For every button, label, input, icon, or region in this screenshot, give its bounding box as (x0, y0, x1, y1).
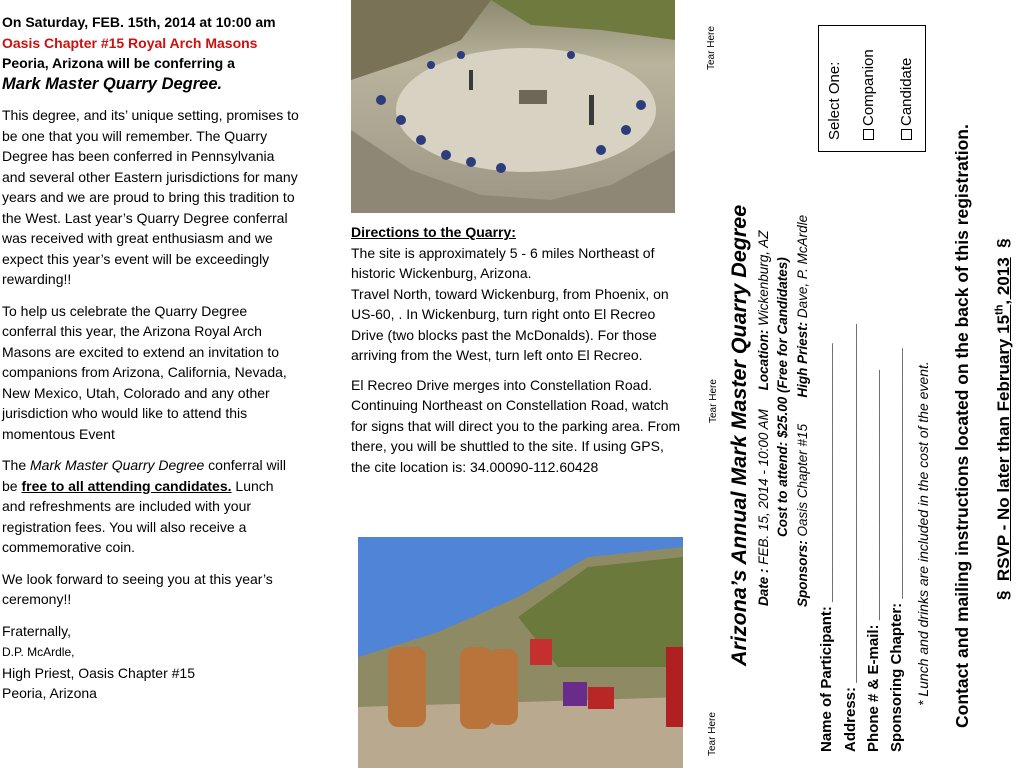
sponsors-line: Sponsors: Oasis Chapter #15 High Priest: Dave, P. McArdle (795, 214, 810, 607)
paragraph-2: To help us celebrate the Quarry Degree conferral this year, the Arizona Royal Arch Masons are excited to extend an invitation to companions from Arizona, California, Nevada, New Mexico, Utah, Colorado and any other jurisdiction who would like to attend this momentous Event (2, 302, 287, 442)
participant-field[interactable]: Name of Participant: _______________________________ (818, 343, 835, 752)
invitation-letter (2, 12, 300, 715)
address-field[interactable]: Address: ___________________________________________ (842, 324, 859, 752)
rsvp-deadline: § RSVP - No later than February 15th, 2013 § (993, 238, 1013, 600)
degree-title: Mark Master Quarry Degree. (2, 74, 223, 93)
tear-here-label-middle: Tear Here (708, 379, 719, 423)
date-location-line: Date : FEB. 15, 2014 - 10:00 AM Location: Wickenburg, AZ (756, 230, 771, 606)
select-one-title: Select One: (826, 61, 843, 140)
directions-p1: The site is approximately 5 - 6 miles Northeast of historic Wickenburg, Arizona. (351, 244, 655, 281)
paragraph-4: We look forward to seeing you at this year’s ceremony!! (2, 570, 273, 607)
sponsoring-chapter-field[interactable]: Sponsoring Chapter: ______________________________ (888, 348, 905, 752)
lunch-note: * Lunch and drinks are included in the cost of the event. (915, 361, 931, 706)
phone-email-field[interactable]: Phone # & E-mail: ______________________________ (865, 370, 882, 752)
paragraph-3: The Mark Master Quarry Degree conferral will be free to all attending candidates. Lunch and refreshments are included with your registration fees. You will also receive a commemorative coin. (2, 457, 286, 555)
contact-instructions: Contact and mailing instructions located on the back of this registration. (952, 124, 972, 728)
chapter-name: Oasis Chapter #15 Royal Arch Masons (2, 34, 258, 51)
tear-here-label-top: Tear Here (706, 26, 717, 70)
rsvp-bullet-icon: § (993, 590, 1013, 600)
checkbox-icon[interactable] (863, 129, 874, 140)
directions-heading: Directions to the Quarry: (351, 224, 516, 240)
option-companion[interactable]: Companion (860, 49, 877, 140)
robed-masons-photo (358, 537, 683, 768)
directions-p2: Travel North, toward Wickenburg, from Phoenix, on US-60, . In Wickenburg, turn right onto El Recreo Drive (two blocks past the McDonalds). For those arriving from the West, turn left onto El Recreo. (351, 285, 669, 363)
quarry-ceremony-photo (351, 0, 675, 213)
directions-section (351, 222, 683, 486)
checkbox-icon[interactable] (901, 129, 912, 140)
paragraph-1: This degree, and its’ unique setting, promises to be one that you will remember. The Quarry Degree has been conferred in Pennsylvania and several other Eastern jurisdictions for many years and we are proud to bring this tradition to the West. Last year’s Quarry Degree conferral was received with great enthusiasm and we expect this year’s event will be exceedingly rewarding!! (2, 107, 299, 287)
directions-p3: El Recreo Drive merges into Constellation Road. Continuing Northeast on Constellation Road, watch for signs that will direct you to the parking area. From there, you will be shuttled to the site. If using GPS, the cite location is: 34.00090-112.60428 (351, 376, 681, 475)
location-line: Peoria, Arizona will be conferring a (2, 55, 235, 71)
rsvp-bullet-icon-2: § (993, 238, 1013, 248)
event-date-line: On Saturday, FEB. 15th, 2014 at 10:00 am (2, 14, 276, 30)
cost-line: Cost to attend: $25.00 (Free for Candidates) (775, 257, 790, 537)
option-candidate[interactable]: Candidate (898, 58, 915, 140)
form-title: Arizona’s Annual Mark Master Quarry Degree (727, 204, 751, 666)
signature: Fraternally, D.P. McArdle, High Priest, Oasis Chapter #15 Peoria, Arizona (2, 622, 195, 701)
tear-here-label-bottom: Tear Here (707, 712, 718, 756)
